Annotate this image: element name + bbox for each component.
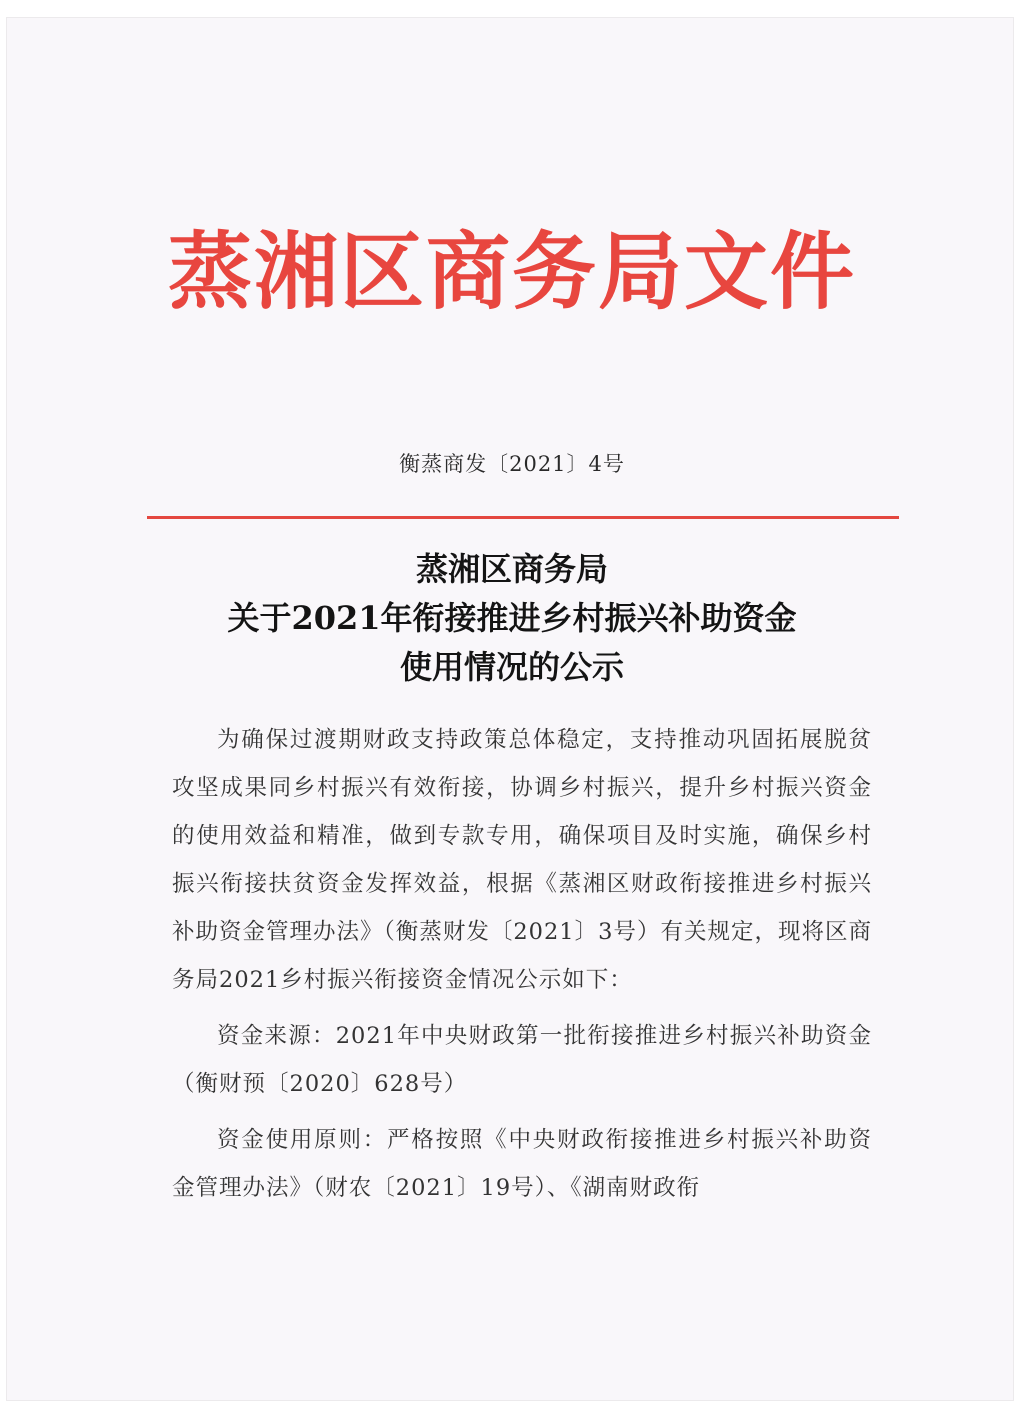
document-header-title: 蒸湘区商务局文件 xyxy=(167,223,856,321)
document-body xyxy=(172,716,872,1212)
document-number: 衡蒸商发〔2021〕4号 xyxy=(399,452,625,476)
red-divider-line xyxy=(147,516,899,519)
title-line-3: 使用情况的公示 xyxy=(399,648,624,686)
body-paragraph-intro: 为确保过渡期财政支持政策总体稳定，支持推动巩固拓展脱贫攻坚成果同乡村振兴有效衔接，协调乡村振兴，提升乡村振兴资金的使用效益和精准，做到专款专用，确保项目及时实施，确保乡村振兴衔接扶贫资金发挥效益，根据《蒸湘区财政衔接推进乡村振兴补助资金管理办法》（衡蒸财发〔2021〕3号）有关规定，现将区商务局2021乡村振兴衔接资金情况公示如下： xyxy=(172,727,872,993)
document-title xyxy=(0,545,1024,692)
title-line-2: 关于2021年衔接推进乡村振兴补助资金 xyxy=(227,599,797,637)
body-paragraph-fund-principle: 资金使用原则：严格按照《中央财政衔接推进乡村振兴补助资金管理办法》（财农〔2021〕19号）、《湖南财政衔 xyxy=(172,1127,872,1201)
title-line-1: 蒸湘区商务局 xyxy=(415,550,608,588)
body-paragraph-fund-source: 资金来源：2021年中央财政第一批衔接推进乡村振兴补助资金（衡财预〔2020〕628号） xyxy=(172,1023,872,1097)
